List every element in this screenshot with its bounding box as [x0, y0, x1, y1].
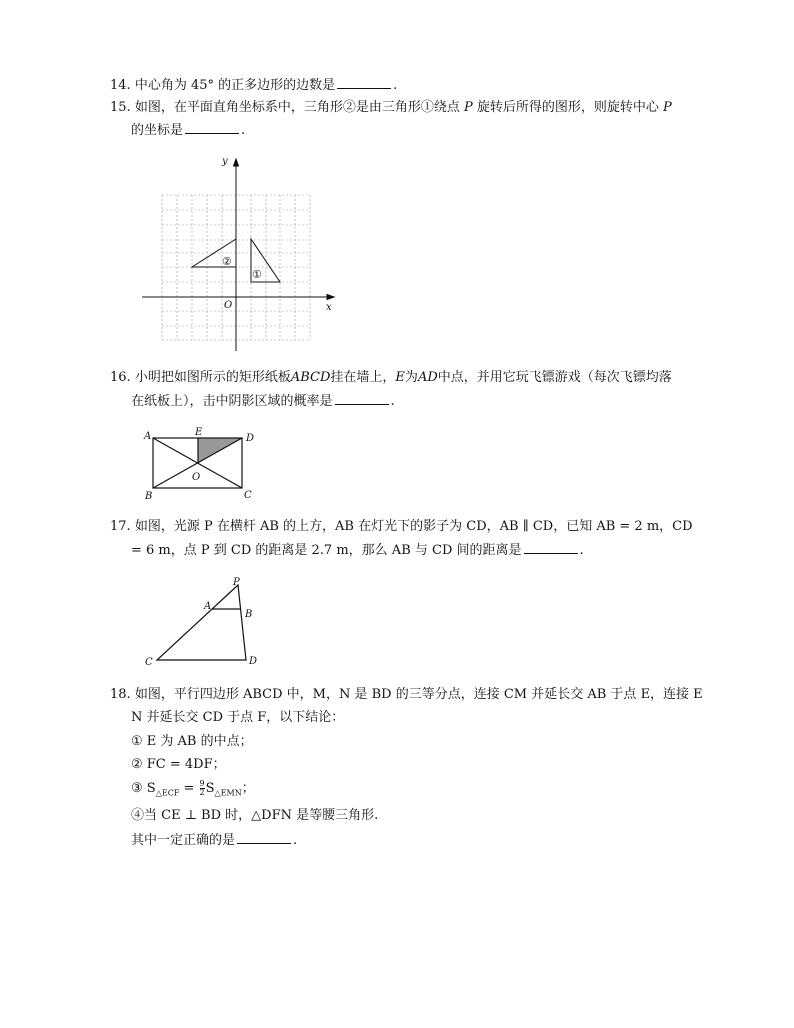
q17-text-a: 如图，光源 P 在横杆 AB 的上方，AB 在灯光下的影子为 CD，AB ∥ CD，已知 AB = 2 m，CD — [134, 519, 693, 534]
q18-item4 — [131, 807, 378, 825]
q16-text-a: 小明把如图所示的矩形纸板 — [134, 370, 291, 385]
q17-line2 — [131, 541, 584, 560]
q14-line — [110, 76, 397, 95]
q18-item1 — [131, 733, 253, 751]
label-a: A — [144, 431, 152, 442]
q16-var-e: E — [395, 370, 405, 385]
q18-item3-sub2: △EMN — [214, 788, 242, 798]
q16-text-d: 中点，并用它玩飞镖游戏（每次飞镖均落 — [437, 370, 672, 385]
q16-text-b: 挂在墙上， — [330, 370, 396, 385]
q18-period: . — [293, 833, 298, 848]
label-d: D — [249, 656, 258, 667]
q15-line1 — [110, 99, 672, 117]
q15-var-p2: P — [663, 100, 672, 115]
q17-period: . — [579, 543, 584, 558]
y-axis-arrow-icon — [234, 159, 239, 166]
q16-period: . — [390, 394, 395, 409]
q16-var-ad: AD — [417, 370, 438, 385]
q17-text-b: = 6 m，点 P 到 CD 的距离是 2.7 m，那么 AB 与 CD 间的距离是 — [131, 543, 522, 558]
q16-line2 — [131, 392, 395, 411]
q15-text-b: 旋转后所得的图形，则旋转中心 — [476, 100, 659, 115]
origin-label: O — [224, 300, 233, 311]
q14-number: 14. — [110, 78, 131, 93]
q18-item4-text: ④当 CE ⊥ BD 时，△DFN 是等腰三角形. — [131, 808, 379, 823]
q18-item3 — [131, 780, 255, 803]
q18-answer-blank[interactable] — [237, 831, 291, 844]
x-axis-label: x — [326, 302, 332, 313]
q17-answer-blank[interactable] — [524, 541, 578, 554]
label-b: B — [145, 491, 153, 502]
q15-text-a: 如图，在平面直角坐标系中，三角形②是由三角形①绕点 — [134, 100, 460, 115]
label-d: D — [246, 433, 255, 444]
q15-answer-blank[interactable] — [185, 121, 239, 134]
label-c: C — [244, 490, 252, 501]
label-c: C — [145, 657, 153, 668]
q17-figure — [140, 575, 270, 670]
triangle-1-label: ① — [252, 268, 262, 281]
q15-line2 — [131, 121, 245, 140]
q18-line2 — [131, 709, 344, 727]
x-axis-arrow-icon — [327, 295, 334, 300]
label-b: B — [245, 609, 253, 620]
q14-text: 中心角为 45° 的正多边形的边数是 — [134, 78, 336, 93]
fraction — [200, 780, 205, 797]
q18-text-b: N 并延长交 CD 于点 F，以下结论： — [131, 710, 345, 725]
q16-answer-blank[interactable] — [335, 392, 389, 405]
q16-text-e: 在纸板上），击中阴影区域的概率是 — [131, 394, 333, 409]
q18-item3-eq: = — [179, 781, 199, 796]
q18-item2-text: ② FC = 4DF； — [131, 757, 226, 772]
q16-number: 16. — [110, 370, 131, 385]
q18-conclusion-text: 其中一定正确的是 — [131, 833, 236, 848]
q15-number: 15. — [110, 100, 131, 115]
q18-item3-sub1: △ECF — [155, 788, 180, 798]
q18-item3-s2: S — [205, 781, 215, 796]
q15-var-p: P — [463, 100, 473, 115]
label-a: A — [204, 601, 212, 612]
q18-item1-text: ① E 为 AB 的中点； — [131, 734, 253, 749]
label-o: O — [192, 472, 201, 483]
q18-conclusion — [131, 831, 297, 850]
q18-number: 18. — [110, 687, 131, 702]
q16-var-abcd: ABCD — [290, 370, 331, 385]
fraction-denominator: 2 — [199, 788, 205, 797]
q17-line1 — [110, 518, 693, 536]
q18-item3-s1: ③ S — [131, 781, 156, 796]
q16-figure — [142, 425, 272, 505]
q16-text-c: 为 — [404, 370, 418, 385]
label-e: E — [195, 427, 203, 438]
fraction-numerator: 9 — [199, 779, 205, 788]
triangle-2-label: ② — [222, 255, 232, 268]
q14-period: . — [393, 78, 398, 93]
q18-text-a: 如图，平行四边形 ABCD 中，M，N 是 BD 的三等分点，连接 CM 并延长交 AB 于点 E，连接 E — [134, 687, 703, 702]
triangle-pcd — [157, 585, 246, 660]
q16-line1 — [110, 369, 672, 387]
q15-period: . — [241, 123, 246, 138]
label-p: P — [233, 577, 240, 588]
q17-number: 17. — [110, 519, 131, 534]
q18-line1 — [110, 686, 703, 704]
q15-figure — [138, 155, 338, 355]
y-axis-label: y — [222, 156, 228, 167]
q18-item3-end: ； — [241, 781, 255, 796]
q14-answer-blank[interactable] — [337, 76, 391, 89]
q15-text-c: 的坐标是 — [131, 123, 184, 138]
q18-item2 — [131, 756, 226, 774]
